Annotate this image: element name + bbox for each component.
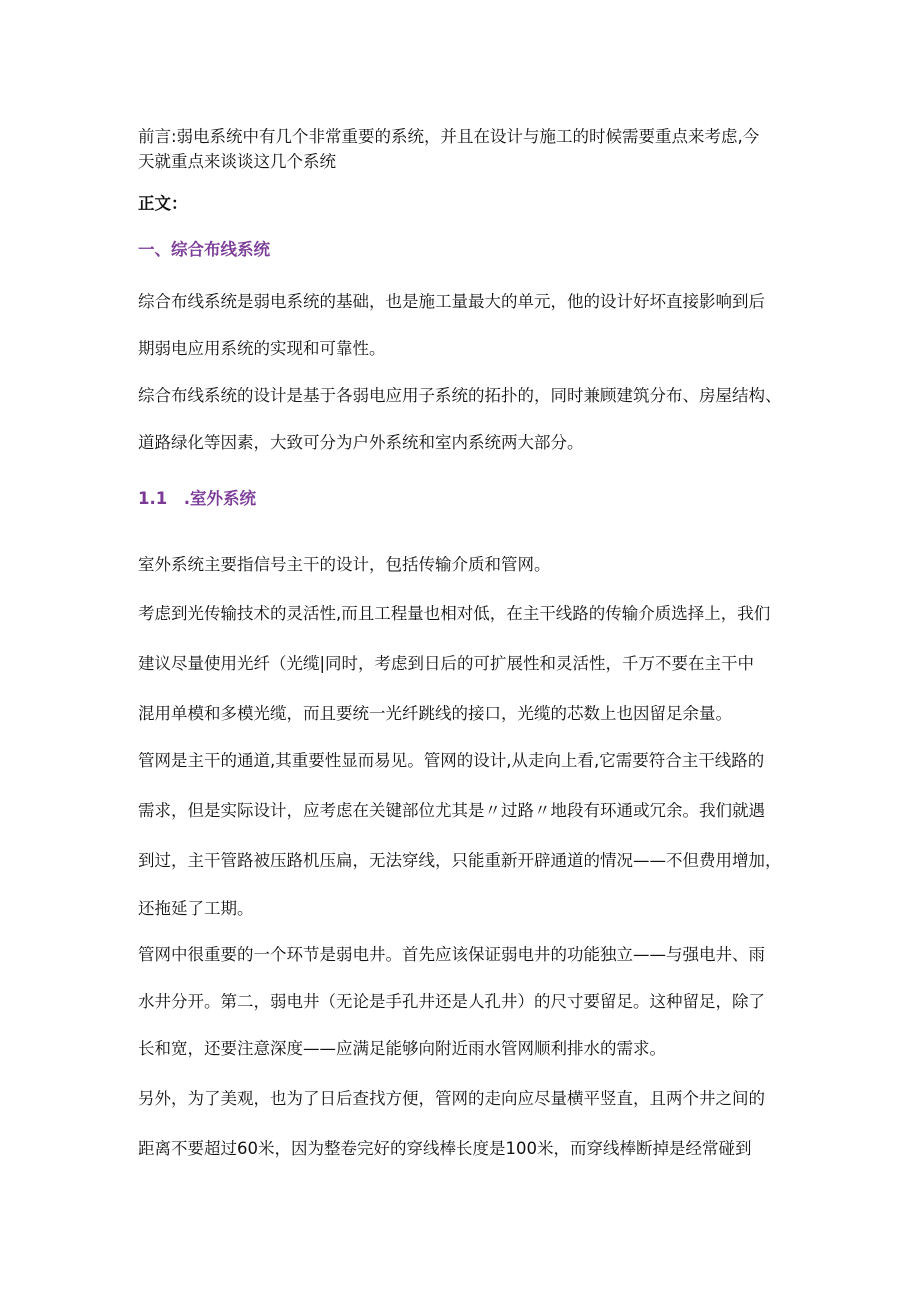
section-1-1-p5-line-2: 距离不要超过60米，因为整卷完好的穿线棒长度是100米，而穿线棒断掉是经常碰到 (138, 1139, 752, 1158)
section-1-1-p3-line-3: 到过，主干管路被压路机压扁，无法穿线，只能重新开辟通道的情况——不但费用增加， (138, 851, 782, 870)
intro-line-2: 天就重点来谈谈这几个系统 (138, 152, 336, 171)
section-1-p1-line-2: 期弱电应用系统的实现和可靠性。 (138, 339, 386, 358)
section-1-1-p1: 室外系统主要指信号主干的设计，包括传输介质和管网。 (138, 555, 551, 574)
section-1-heading: 一、综合布线系统 (138, 240, 270, 259)
section-1-1-p2-line-1: 考虑到光传输技术的灵活性,而且工程量也相对低，在主干线路的传输介质选择上，我们 (138, 604, 771, 623)
section-1-1-p2-line-2: 建议尽量使用光纤（光缆|同时，考虑到日后的可扩展性和灵活性，千万不要在主干中 (138, 654, 755, 673)
section-1-1-p3-line-1: 管网是主干的通道,其重要性显而易见。管网的设计,从走向上看,它需要符合主干线路的 (138, 751, 765, 770)
intro-line-1: 前言:弱电系统中有几个非常重要的系统，并且在设计与施工的时候需要重点来考虑,今 (138, 127, 760, 146)
section-1-1-heading: 1.1 .室外系统 (138, 489, 256, 508)
body-label: 正文： (138, 194, 188, 213)
section-1-1-p4-line-1: 管网中很重要的一个环节是弱电井。首先应该保证弱电井的功能独立——与强电井、雨 (138, 945, 765, 964)
section-1-1-p2-line-3: 混用单模和多模光缆，而且要统一光纤跳线的接口，光缆的芯数上也因留足余量。 (138, 704, 732, 723)
section-1-p2-line-1: 综合布线系统的设计是基于各弱电应用子系统的拓扑的，同时兼顾建筑分布、房屋结构、 (138, 386, 782, 405)
section-1-1-p4-line-3: 长和宽，还要注意深度——应满足能够向附近雨水管网顺利排水的需求。 (138, 1039, 666, 1058)
section-1-1-p3-line-4: 还拖延了工期。 (138, 899, 254, 918)
section-1-1-p3-line-2: 需求，但是实际设计，应考虑在关键部位尤其是〃过路〃地段有环通或冗余。我们就遇 (138, 801, 765, 820)
section-1-1-p5-line-1: 另外，为了美观，也为了日后查找方便，管网的走向应尽量横平竖直，且两个井之间的 (138, 1089, 765, 1108)
section-1-p2-line-2: 道路绿化等因素，大致可分为户外系统和室内系统两大部分。 (138, 433, 584, 452)
section-1-1-p4-line-2: 水井分开。第二，弱电井（无论是手孔井还是人孔井）的尺寸要留足。这种留足，除了 (138, 992, 765, 1011)
section-1-p1-line-1: 综合布线系统是弱电系统的基础，也是施工量最大的单元，他的设计好坏直接影响到后 (138, 292, 765, 311)
